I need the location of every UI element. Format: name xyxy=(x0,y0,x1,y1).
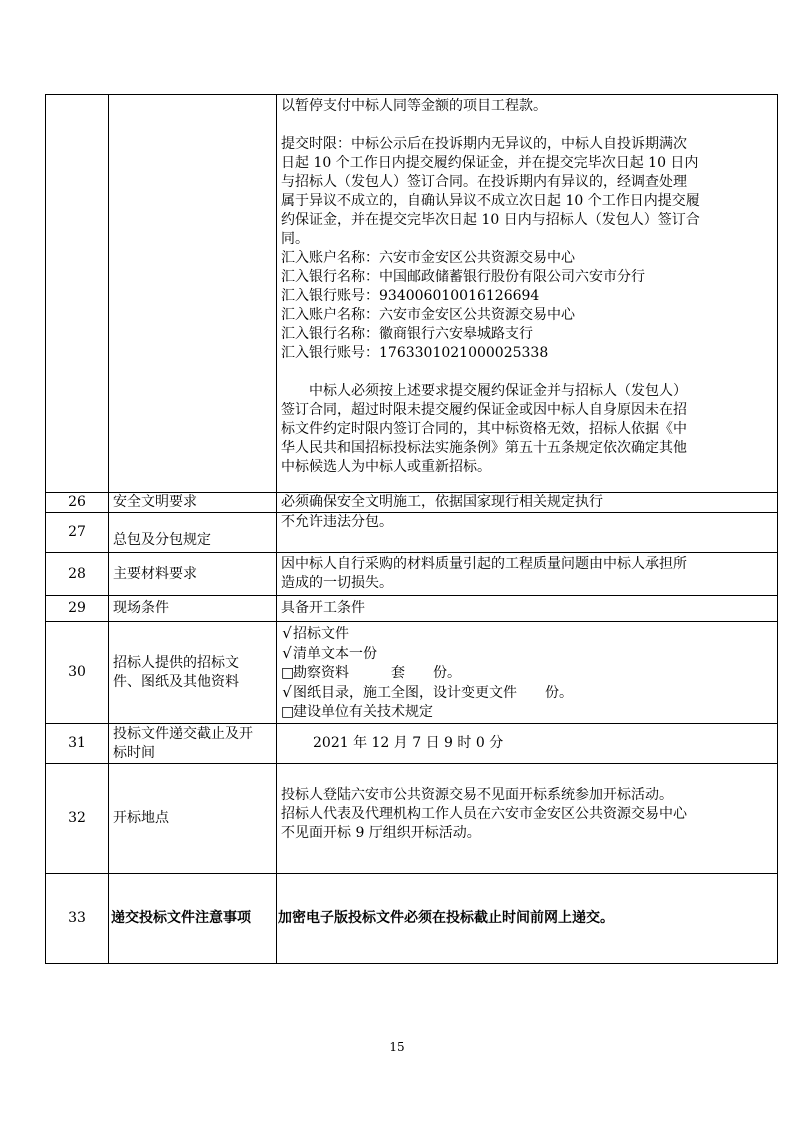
option-label: 勘察资料 套 份。 xyxy=(293,664,461,681)
option-item xyxy=(281,703,775,722)
row-content: 不允许违法分包。 xyxy=(277,513,778,553)
option-item xyxy=(281,644,775,664)
bank-name: 汇入银行名称：中国邮政储蓄银行股份有限公司六安市分行 xyxy=(281,269,645,285)
content-line: 中标人必须按上述要求提交履约保证金并与招标人（发包人） xyxy=(309,383,687,399)
content-line: 华人民共和国招标投标法实施条例》第五十五条规定依次确定其他 xyxy=(281,440,687,456)
content-line: 招标人代表及代理机构工作人员在六安市金安区公共资源交易中心 xyxy=(281,806,687,822)
row-item: 递交投标文件注意事项 xyxy=(109,874,277,964)
content-line: 同。 xyxy=(281,231,309,247)
content-line: 属于异议不成立的，自确认异议不成立次日起 10 个工作日内提交履 xyxy=(281,193,700,209)
row-item: 现场条件 xyxy=(109,596,277,622)
empty-box-icon: □ xyxy=(281,664,295,681)
content-line: 造成的一切损失。 xyxy=(281,575,393,591)
performance-bond-content xyxy=(277,95,778,493)
provided-documents-list xyxy=(277,622,778,724)
row-item: 开标地点 xyxy=(109,764,277,874)
row-content: 2021 年 12 月 7 日 9 时 0 分 xyxy=(277,724,778,764)
option-label: 建设单位有关技术规定 xyxy=(293,703,433,720)
row-content xyxy=(277,553,778,596)
row-item: 总包及分包规定 xyxy=(109,513,277,553)
row-item: 主要材料要求 xyxy=(109,553,277,596)
option-item xyxy=(281,624,775,644)
option-label: 招标文件 xyxy=(293,625,349,642)
content-line: 投标人登陆六安市公共资源交易不见面开标系统参加开标活动。 xyxy=(281,787,673,803)
table-row-25 xyxy=(46,95,778,493)
content-line: 提交时限：中标公示后在投诉期内无异议的，中标人自投诉期满次 xyxy=(281,136,687,152)
row-number: 28 xyxy=(46,553,109,596)
table-row-26 xyxy=(46,493,778,513)
content-line: 因中标人自行采购的材料质量引起的工程质量问题由中标人承担所 xyxy=(281,556,687,572)
row-content: 必须确保安全文明施工，依据国家现行相关规定执行 xyxy=(277,493,778,513)
option-label: 图纸目录，施工全图，设计变更文件 份。 xyxy=(293,684,573,701)
content-line: 以暂停支付中标人同等金额的项目工程款。 xyxy=(281,98,547,114)
row-item xyxy=(109,622,277,724)
row-number: 26 xyxy=(46,493,109,513)
table-row-29 xyxy=(46,596,778,622)
checkmark-icon: √ xyxy=(282,682,292,701)
item-line: 件、图纸及其他资料 xyxy=(113,673,239,690)
row-number: 30 xyxy=(46,622,109,724)
tender-info-table xyxy=(45,94,778,964)
content-line: 标文件约定时限内签订合同的，其中标资格无效，招标人依据《中 xyxy=(281,421,687,437)
checkmark-icon: √ xyxy=(282,643,292,662)
item-line: 标时间 xyxy=(113,744,155,761)
content-line: 签订合同，超过时限未提交履约保证金或因中标人自身原因未在招 xyxy=(281,402,687,418)
item-line: 招标人提供的招标文 xyxy=(113,654,239,671)
content-line: 不见面开标 9 厅组织开标活动。 xyxy=(281,825,481,841)
row-number: 33 xyxy=(46,874,109,964)
row-item-cell xyxy=(109,95,277,493)
row-number: 32 xyxy=(46,764,109,874)
table-row-32 xyxy=(46,764,778,874)
option-item xyxy=(281,683,775,703)
empty-box-icon: □ xyxy=(281,703,295,720)
table-row-30 xyxy=(46,622,778,724)
bank-account: 汇入银行账号：934006010016126694 xyxy=(281,288,540,304)
bank-account: 汇入银行账号：1763301021000025338 xyxy=(281,345,549,361)
account-name: 汇入账户名称：六安市金安区公共资源交易中心 xyxy=(281,250,575,266)
row-number-cell xyxy=(46,95,109,493)
row-content xyxy=(277,764,778,874)
row-number: 31 xyxy=(46,724,109,764)
option-label: 清单文本一份 xyxy=(293,645,377,662)
content-line: 与招标人（发包人）签订合同。在投诉期内有异议的，经调查处理 xyxy=(281,174,687,190)
option-item xyxy=(281,664,775,683)
bank-name: 汇入银行名称：徽商银行六安皋城路支行 xyxy=(281,326,533,342)
row-item xyxy=(109,724,277,764)
content-line: 中标候选人为中标人或重新招标。 xyxy=(281,459,491,475)
row-number: 29 xyxy=(46,596,109,622)
item-line: 投标文件递交截止及开 xyxy=(113,725,253,742)
row-content: 加密电子版投标文件必须在投标截止时间前网上递交。 xyxy=(277,874,778,964)
table-row-33 xyxy=(46,874,778,964)
row-number: 27 xyxy=(46,513,109,553)
row-content: 具备开工条件 xyxy=(277,596,778,622)
page-number: 15 xyxy=(389,1040,405,1054)
row-item: 安全文明要求 xyxy=(109,493,277,513)
table-row-28 xyxy=(46,553,778,596)
account-name: 汇入账户名称：六安市金安区公共资源交易中心 xyxy=(281,307,575,323)
checkmark-icon: √ xyxy=(282,623,292,642)
content-line: 日起 10 个工作日内提交履约保证金，并在提交完毕次日起 10 日内 xyxy=(281,155,699,171)
content-line: 约保证金，并在提交完毕次日起 10 日内与招标人（发包人）签订合 xyxy=(281,212,700,228)
table-row-31 xyxy=(46,724,778,764)
table-row-27 xyxy=(46,513,778,553)
